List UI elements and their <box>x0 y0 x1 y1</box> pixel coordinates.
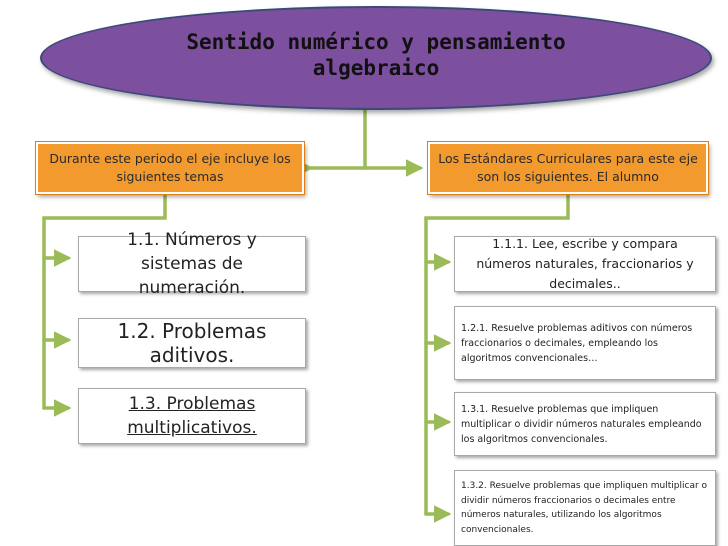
topic-text: 1.3. Problemas multiplicativos. <box>127 394 257 438</box>
right-header-box <box>428 142 708 194</box>
standard-box <box>454 236 716 292</box>
topic-text: 1.2. Problemas aditivos. <box>117 319 267 367</box>
standard-text: 1.1.1. Lee, escribe y compara números naturales, fraccionarios y decimales.. <box>476 236 694 291</box>
topic-text: 1.1. Números y sistemas de numeración. <box>127 230 257 298</box>
topic-box <box>78 388 306 444</box>
standard-text: 1.2.1. Resuelve problemas aditivos con números fraccionarios o decimales, empleando los algoritmos convencionales… <box>461 322 693 364</box>
standard-text: 1.3.2. Resuelve problemas que impliquen multiplicar o dividir números fraccionarios o decimales entre números naturales, utilizando los algoritmos convencionales. <box>461 481 708 535</box>
standard-box <box>454 470 716 546</box>
standard-box <box>454 392 716 456</box>
topic-box <box>78 318 306 368</box>
main-topic-ellipse <box>40 6 712 110</box>
right-header-text: Los Estándares Curriculares para este eje son los siguientes. El alumno <box>438 151 698 184</box>
standard-box <box>454 306 716 380</box>
left-header-box <box>36 142 304 194</box>
left-header-text: Durante este periodo el eje incluye los siguientes temas <box>49 151 291 184</box>
main-title: Sentido numérico y pensamiento algebraico <box>186 30 566 80</box>
standard-text: 1.3.1. Resuelve problemas que impliquen multiplicar o dividir números naturales empleando los algoritmos convencionales. <box>461 403 702 445</box>
topic-box <box>78 230 306 298</box>
